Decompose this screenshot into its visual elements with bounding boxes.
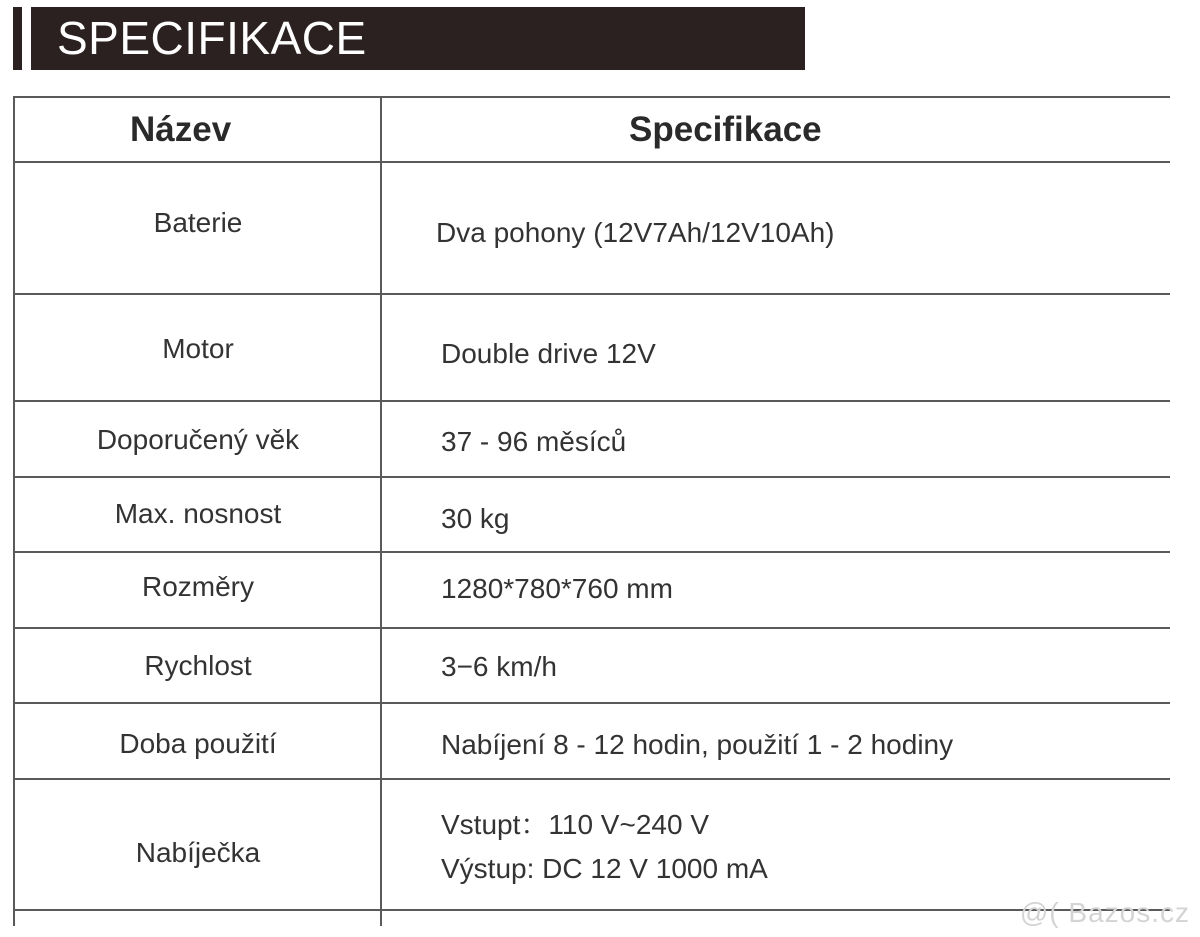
header-bar [31,7,805,70]
table-row-divider [13,293,1170,295]
row-spec: Dva pohony (12V7Ah/12V10Ah) [436,217,835,248]
row-name: Rychlost [144,650,252,681]
table-row-divider [13,909,1170,911]
row-spec: 1280*780*760 mm [441,573,673,604]
table-row-divider [13,476,1170,478]
table-row-divider [13,627,1170,629]
watermark: @( Bazos.cz [1019,897,1190,928]
row-spec: Nabíjení 8 - 12 hodin, použití 1 - 2 hodiny [441,729,954,760]
table-row-divider [13,400,1170,402]
row-name: Rozměry [141,571,254,602]
column-header-spec: Specifikace [629,110,822,149]
row-name: Doporučený věk [96,424,300,455]
row-spec: Vstupt：110 V~240 V [441,809,709,840]
row-name: Baterie [153,207,243,238]
table-row-divider [13,778,1170,780]
row-name: Max. nosnost [114,498,282,529]
row-spec: Výstup: DC 12 V 1000 mA [441,853,768,884]
table-row-divider [13,551,1170,553]
row-name: Nabíječka [135,837,261,868]
row-spec: Double drive 12V [441,338,656,369]
row-spec: 37 - 96 měsíců [441,426,627,457]
row-name: Doba použití [119,728,277,759]
column-header-name: Název [130,110,232,149]
table-row-divider [13,702,1170,704]
row-spec: 30 kg [441,503,510,534]
row-spec: 3−6 km/h [441,651,557,682]
header-accent-bar [13,7,22,70]
row-name: Motor [162,333,234,364]
page-title: SPECIFIKACE [57,12,367,64]
